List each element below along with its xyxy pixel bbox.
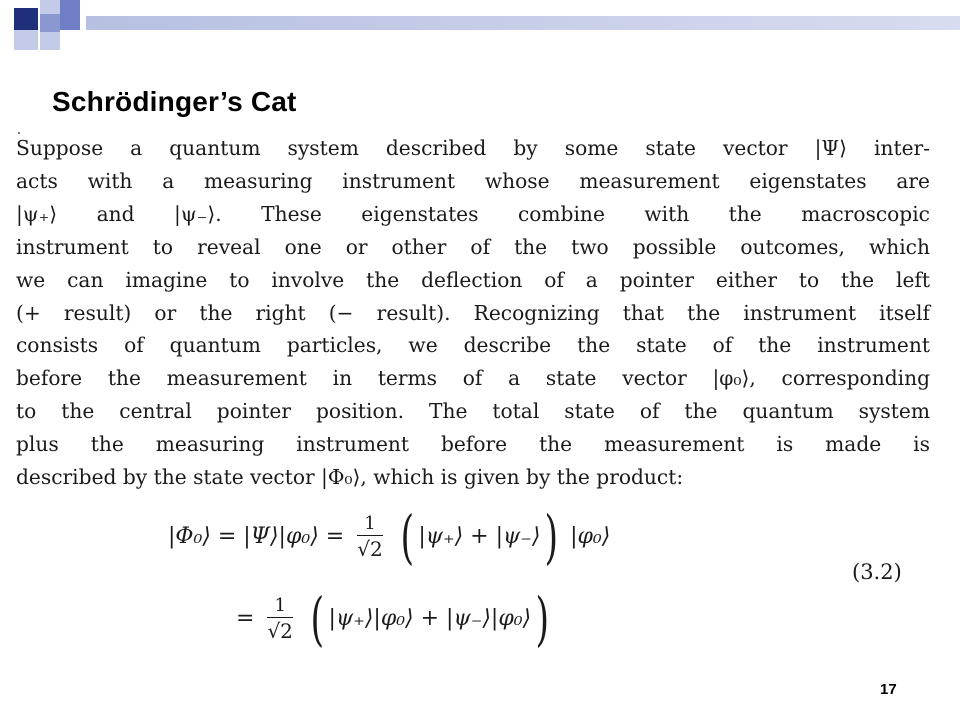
equals-sign: = — [236, 606, 255, 631]
equation-entangled-state: |ψ₊⟩|φ₀⟩ + |ψ₋⟩|φ₀⟩ — [328, 606, 532, 631]
slide-title: Schrödinger’s Cat — [52, 86, 297, 117]
fraction-denominator: √2 — [357, 536, 383, 561]
equation-tail: |φ₀⟩ — [570, 524, 611, 549]
header-square-blue-mid — [40, 14, 60, 32]
scanned-paragraph — [16, 132, 936, 494]
paragraph-line: Suppose a quantum system described by some state vector |Ψ⟩ inter- — [16, 136, 930, 160]
paragraph-line: we can imagine to involve the deflection of a pointer either to the left — [16, 267, 930, 292]
paragraph-line: |ψ₊⟩ and |ψ₋⟩. These eigenstates combine with the macroscopic — [16, 201, 930, 226]
equation-line-2 — [236, 585, 554, 653]
paragraph-line: to the central pointer position. The total state of the quantum system — [16, 399, 930, 424]
left-paren: ( — [310, 585, 325, 653]
page-number: 17 — [880, 681, 897, 698]
fraction-numerator: 1 — [267, 595, 292, 618]
header-square-navy — [14, 8, 38, 30]
fraction-denominator: √2 — [267, 618, 293, 643]
left-paren: ( — [400, 503, 414, 571]
header-bar — [86, 16, 960, 30]
scanned-text-block — [16, 132, 936, 494]
paragraph-line: acts with a measuring instrument whose measurement eigenstates are — [16, 168, 930, 193]
equation-superposition: |ψ₊⟩ + |ψ₋⟩ — [418, 524, 541, 549]
paragraph-line: described by the state vector |Φ₀⟩, which is given by the product: — [16, 465, 684, 490]
fraction-numerator: 1 — [357, 513, 382, 536]
fraction — [267, 595, 292, 644]
header-square-pale-top — [40, 0, 60, 14]
right-paren: ) — [544, 503, 559, 571]
paragraph-line: consists of quantum particles, we describe the state of the instrument — [16, 333, 930, 358]
paragraph-line: before the measurement in terms of a state vector |φ₀⟩, corresponding — [16, 366, 930, 391]
paragraph-line: instrument to reveal one or other of the two possible outcomes, which — [16, 234, 930, 259]
header-square-pale-left — [14, 30, 38, 50]
header-square-blue — [60, 0, 80, 30]
equation-number: (3.2) — [852, 560, 902, 584]
paragraph-line: (+ result) or the right (− result). Recognizing that the instrument itself — [16, 300, 930, 325]
right-paren: ) — [535, 585, 550, 653]
header-square-pale-low — [40, 32, 60, 50]
equation-lhs: |Φ₀⟩ = |Ψ⟩|φ₀⟩ = — [168, 524, 345, 549]
equation-line-1 — [168, 503, 611, 571]
paragraph-line: plus the measuring instrument before the measurement is made is — [16, 432, 930, 457]
fraction — [357, 513, 382, 562]
